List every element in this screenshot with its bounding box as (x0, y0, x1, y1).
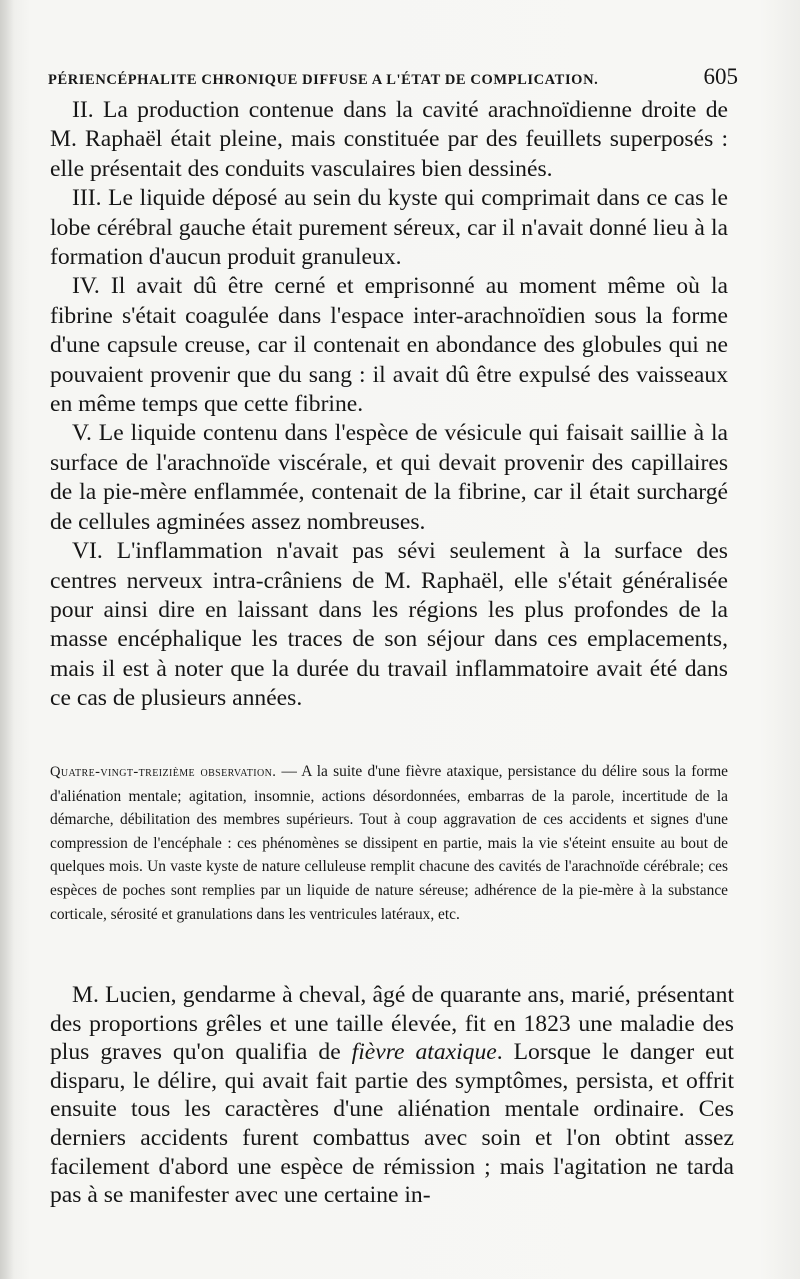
conclusions-section (50, 96, 728, 714)
running-title: PÉRIENCÉPHALITE CHRONIQUE DIFFUSE A L'ÉTAT DE COMPLICATION. (48, 72, 599, 88)
narrative-paragraph (50, 981, 734, 1210)
paragraph-iii: III. Le liquide déposé au sein du kyste qui comprimait dans ce cas le lobe cérébral gauche était purement séreux, car il n'avait donné lieu à la formation d'aucun produit granuleux. (50, 185, 728, 271)
observation-text: — A la suite d'une fièvre ataxique, persistance du délire sous la forme d'aliénation mentale; agitation, insomnie, actions désordonnées, embarras de la parole, incertitude de la démarche, débilitation des membres supérieurs. Tout à coup aggravation de ces accidents et signes d'une compression de l'encéphale : ces phénomènes se dissipent en partie, mais la vie s'éteint ensuite au bout de quelques mois. Un vaste kyste de nature celluleuse remplit chacune des cavités de l'arachnoïde cérébrale; ces espèces de poches sont remplies par un liquide de nature séreuse; adhérence de la pie-mère à la substance corticale, sérosité et granulations dans les ventricules latéraux, etc. (50, 763, 729, 923)
observation-paragraph (50, 760, 728, 926)
observation-summary (50, 760, 728, 926)
observation-title: Quatre-vingt-treizième observation. (50, 764, 277, 780)
paragraph-ii: II. La production contenue dans la cavité arachnoïdienne droite de M. Raphaël était pleine, mais constituée par des feuillets superposés : elle présentait des conduits vasculaires bien dessinés. (50, 97, 728, 182)
paragraph-iv: IV. Il avait dû être cerné et emprisonné au moment même où la fibrine s'était coagulée dans l'espace inter-arachnoïdien sous la forme d'une capsule creuse, car il contenait en abondance des globules qui ne pouvaient provenir que du sang : il avait dû être expulsé des vaisseaux en même temps que cette fibrine. (50, 273, 728, 418)
narrative-text-end: . Lorsque le danger eut disparu, le délire, qui avait fait partie des symptômes, persista, et offrit ensuite tous les caractères d'une aliénation mentale ordinaire. Ces derniers accidents furent combattus avec soin et l'on obtint assez facilement d'abord une espèce de rémission ; mais l'agitation ne tarda pas à se manifester avec une certaine in- (50, 1039, 734, 1209)
narrative-text-start: M. Lucien, gendarme à cheval, âgé de quarante ans, marié, présentant des proportions grêles et une taille élevée, fit en 1823 une maladie des plus graves qu'on qualifia de (50, 982, 734, 1066)
paragraph-vi: VI. L'inflammation n'avait pas sévi seulement à la surface des centres nerveux intra-crâniens de M. Raphaël, elle s'était généralisée pour ainsi dire en laissant dans les régions les plus profondes de la masse encéphalique les traces de son séjour dans ces emplacements, mais il est à noter que la durée du travail inflammatoire avait été dans ce cas de plusieurs années. (50, 538, 728, 712)
page-binding-shadow (0, 0, 14, 1279)
page-number: 605 (703, 64, 738, 89)
page-header (48, 64, 738, 90)
case-narrative (50, 981, 734, 1210)
narrative-italic-term: fièvre ataxique (351, 1039, 497, 1066)
paragraph-v: V. Le liquide contenu dans l'espèce de vésicule qui faisait saillie à la surface de l'arachnoïde viscérale, et qui devait provenir des capillaires de la pie-mère enflammée, contenait de la fibrine, car il était surchargé de cellules agminées assez nombreuses. (50, 420, 728, 535)
